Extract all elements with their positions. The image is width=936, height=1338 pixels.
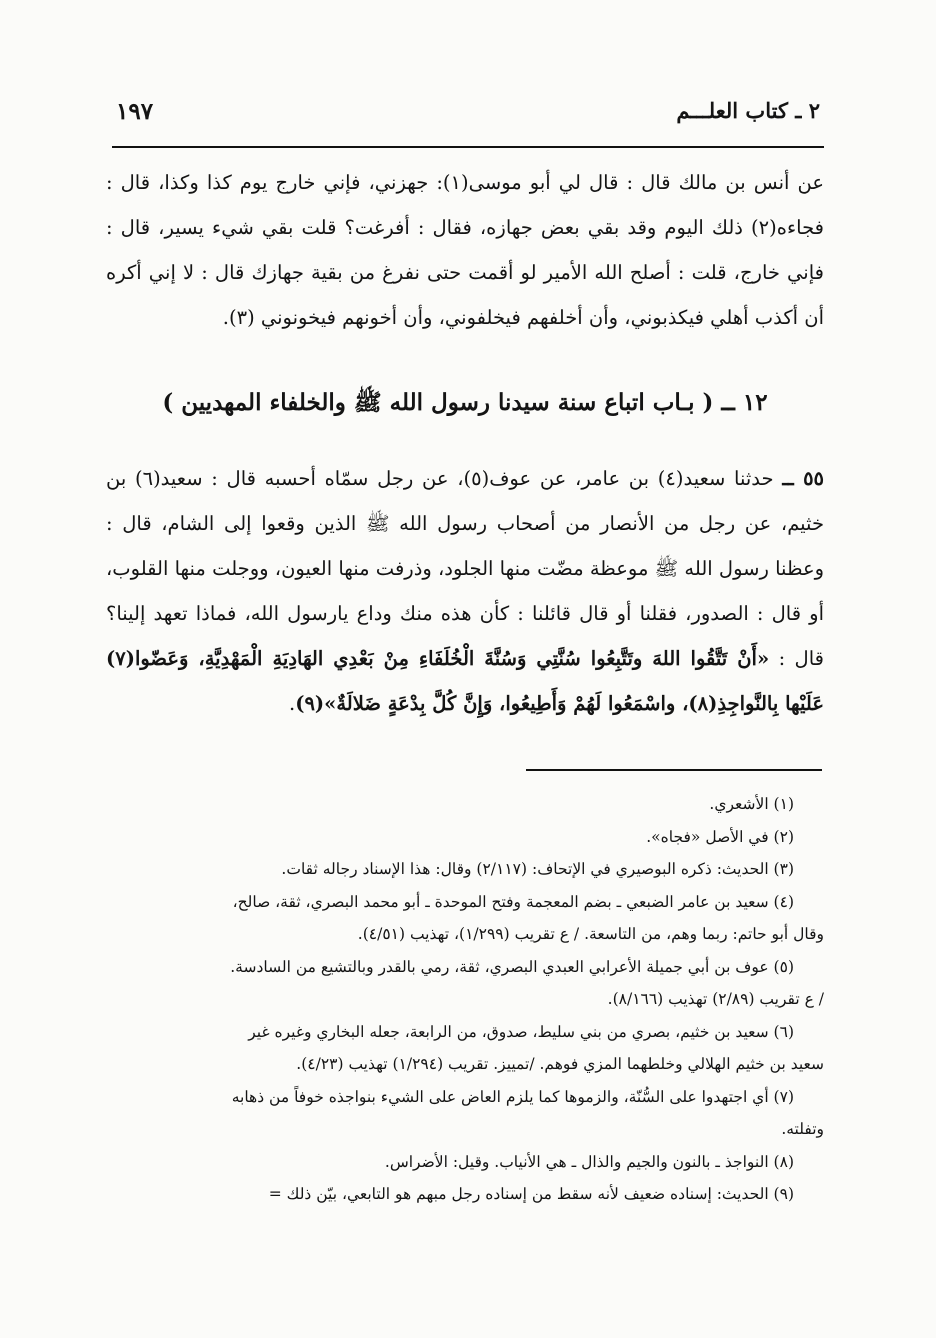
footnote-5: (٥) عوف بن أبي جميلة الأعرابي العبدي البصري، ثقة، رمي بالقدر وبالتشيع من السادسة. (230, 957, 794, 976)
footnote-6: (٦) سعيد بن خثيم، بصري من بني سليط، صدوق، من الرابعة، جعله البخاري وغيره غير (248, 1022, 794, 1041)
page-number: ١٩٧ (116, 98, 154, 125)
footnote-2: (٢) في الأصل «فجاه». (646, 827, 794, 846)
footnote-5-continued: / ع تقريب (٢/٨٩) تهذيب (٨/١٦٦). (607, 990, 824, 1008)
footnote-4-continued: وقال أبو حاتم: ربما وهم، من التاسعة. / ع تقريب (١/٢٩٩)، تهذيب (٤/٥١). (357, 925, 824, 943)
hadith-end: . (289, 692, 296, 715)
paragraph-1: عن أنس بن مالك قال : قال لي أبو موسى(١): جهزني، فإني خارج يوم كذا وكذا، قال : فجاءه(٢) ذلك اليوم وقد بقي بعض جهازه، فقال : أفرغت؟ قلت بقي شيء يسير، قال : فإني خارج، قلت : أصلح الله الأمير لو أقمت حتى نفرغ من بقية جهازك قال : لا إني أكره أن أكذب أهلي فيكذبوني، وأن أخلفهم فيخلفوني، وأن أخونهم فيخونوني (٣). (106, 171, 824, 329)
page-header (110, 96, 822, 138)
footnote-4: (٤) سعيد بن عامر الضبعي ـ بضم المعجمة وفتح الموحدة ـ أبو محمد البصري، ثقة، صالح، (232, 892, 794, 911)
footnote-rule (526, 769, 822, 771)
footnote-7-continued: وتفلته. (781, 1120, 824, 1138)
footnote-7: (٧) أي اجتهدوا على السُّنّة، والزموها كما يلزم العاض على الشيء بنواجذه خوفاً من ذهابه (231, 1087, 794, 1106)
book-title: ٢ ـ كتاب العلـــم (676, 98, 820, 123)
footnote-6-continued: سعيد بن خثيم الهلالي وخلطهما المزي فوهم. /تمييز. تقريب (١/٢٩٤) تهذيب (٤/٢٣). (296, 1055, 824, 1073)
hadith-number: ٥٥ ــ (782, 467, 825, 490)
chapter-heading: ١٢ ــ ( بـاب اتباع سنة سيدنا رسول الله ﷺ والخلفاء المهديين ) (162, 389, 768, 416)
hadith-quote: «أَنْ تَتَّقُوا اللهَ وتَتَّبِعُوا سُنَّتِي وَسُنَّةَ الْخُلَفَاءِ مِنْ بَعْدِي الهَادِيَةِ الْمَهْدِيَّةِ، وَعَضّوا(٧) عَلَيْها بِالنَّواجِذِ(٨)، واسْمَعُوا لَهُمْ وَأَطِيعُوا، وَإِنَّ كُلَّ بِدْعَةٍ ضَلالَةٌ»(٩) (106, 647, 824, 715)
footnote-9: (٩) الحديث: إسناده ضعيف لأنه سقط من إسناده رجل مبهم هو التابعي، بيّن ذلك = (268, 1185, 794, 1203)
footnote-3: (٣) الحديث: ذكره البوصيري في الإتحاف: (٢/١١٧) وقال: هذا الإسناد رجاله ثقات. (281, 860, 794, 878)
footnote-1: (١) الأشعري. (709, 795, 794, 813)
footnote-8: (٨) النواجذ ـ بالنون والجيم والذال ـ هي الأنياب. وقيل: الأضراس. (384, 1152, 794, 1171)
header-rule (112, 146, 824, 148)
hadith-paragraph (106, 456, 824, 726)
footnotes (100, 788, 824, 1211)
hadith-intro: حدثنا سعيد(٤) بن عامر، عن عوف(٥)، عن رجل سمّاه أحسبه قال : سعيد(٦) بن خثيم، عن رجل من الأنصار من أصحاب رسول الله ﷺ الذين وقعوا إلى الشام، قال : وعظنا رسول الله ﷺ موعظة مضّت منها الجلود، وذرفت منها العيون، ووجلت منها القلوب، أو قال : الصدور، فقلنا أو قال قائلنا : كأن هذه منك وداع يارسول الله، فماذا تعهد إلينا؟ قال : (106, 467, 824, 670)
